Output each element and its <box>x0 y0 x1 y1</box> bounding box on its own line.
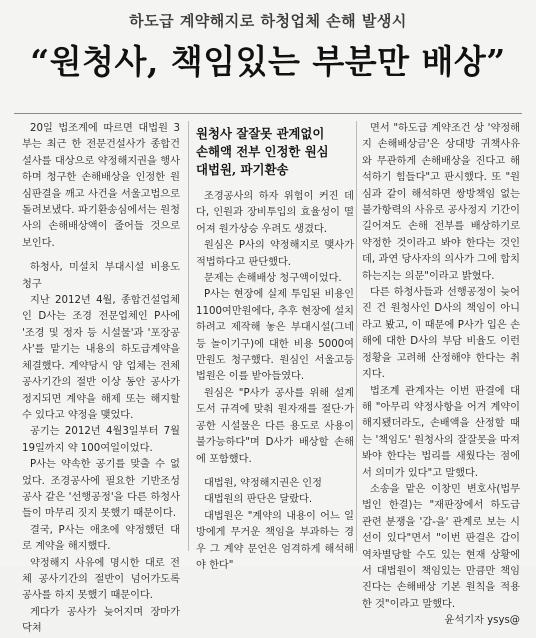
paragraph: P사는 약속한 공기를 맞출 수 없었다. 조경공사에 필요한 기반조성 공사 같은 '선행공정'을 다른 하청사들이 마무리 짓지 못했기 때문이다. <box>22 459 180 520</box>
article-column-3 <box>362 121 520 627</box>
paragraph: 면서 "하도급 계약조건 상 '약정해지 손해배상금'은 상대방 귀책사유와 무관하게 손해배상을 진다고 해석하기 힘들다"고 판시했다. 또 "원심과 같이 해석하면 쌍방책임 없는 불가항력의 사유로 공사정지 기간이 길어져도 손해 전부를 배상하기로 약정한 것이라고 봐야 한다는 것인데, 과연 당사자의 의사가 그에 합치하는지는 의문"이라고 밝혔다. <box>362 123 520 282</box>
article-headline: “원청사, 책임있는 부분만 배상” <box>30 42 506 81</box>
paragraph: 문제는 손해배상 청구액이었다. <box>204 273 342 285</box>
paragraph: 대법원의 판단은 달랐다. <box>204 494 313 506</box>
paragraph: 지난 2012년 4월, 종합건설업체인 D사는 조경 전문업체인 P사에 '조경 및 정자 등 시설물'과 '포장공사'를 맡기는 내용의 하도급계약을 체결했다. 계약당시 양 업체는 전체 공사기간의 절반 이상 동안 공사가 정지되면 계약을 해제 또는 해지할 수 있다고 약정을 맺었다. <box>22 295 180 421</box>
article-overline: 하도급 계약해지로 하청업체 손해 발생시 <box>129 12 407 30</box>
paragraph: 결국, P사는 애초에 약정했던 대로 계약을 해지했다. <box>22 524 180 553</box>
subheadline-line: 대법원, 파기환송 <box>196 162 289 177</box>
paragraph: 20일 법조계에 따르면 대법원 3부는 최근 한 전문건설사가 종합건설사를 대상으로 약정해지권을 행사하며 청구한 손해배상을 인정한 원심판결을 깨고 사건을 서울고법으로 돌려보냈다. 파기환송심에서는 원청사의 손해배상액이 줄어들 것으로 보인다. <box>22 123 180 249</box>
paragraph: 원심은 P사의 약정해지로 맺사가 적법하다고 판단했다. <box>196 240 354 268</box>
headline-rule <box>14 113 522 114</box>
byline: 윤석기자 ysys@ <box>444 615 520 627</box>
subheadline-line: 원청사 잘잘못 관계없이 <box>196 126 325 141</box>
paragraph: 공기는 2012년 4월3일부터 7월19일까지 약 100여일이었다. <box>22 426 180 454</box>
article-subheadline <box>196 125 354 179</box>
paragraph: 소송을 맡은 이창민 변호사(법무법인 한결)는 "재판장에서 하도급 관련 분쟁을 '갑-을' 관계로 보는 시선이 있다"면서 "이번 판결은 갑이 역차별당할 수도 있는 현재 상황에서 대법원이 책임있는 만큼만 책임진다는 손해배상 기본 원칙을 적용한 것"이라고 말했다. <box>362 483 520 610</box>
column-divider <box>356 121 357 551</box>
paragraph: 다른 하청사들과 선행공정이 늦어진 건 원청사인 D사의 책임이 아니라고 봤고, 이 때문에 P사가 입은 손해에 대한 D사의 부담 비율도 이런 정황을 고려해 산정해야 한다는 취지다. <box>362 287 520 381</box>
paragraph: 조경공사의 하자 위험이 커진 데다, 인원과 장비투입의 효율성이 떨어져 원가상승 우려도 생겼다. <box>196 191 354 235</box>
paragraph: 법조계 관계자는 이번 판결에 대해 "아무리 약정사항을 어겨 계약이 해지됐더라도, 손배액을 산정할 때는 '책임도' 원청사의 잘잘못을 따져봐야 한다는 법리를 새웠다는 점에서 의미가 있다"고 말했다. <box>362 385 520 479</box>
article-column-2 <box>196 121 354 571</box>
paragraph: 대법원은 "계약의 내용이 어느 일방에게 무거운 책임을 부과하는 경우 그 계약 문언은 엄격하게 해석해야 한다" <box>196 510 354 571</box>
paragraph: 약정해지 사유에 명시한 대로 전체 공사기간의 절반이 넘어가도록 공사를 하지 못했기 때문이다. <box>22 557 180 602</box>
article-column-1 <box>22 121 180 635</box>
paragraph: 원심은 "P사가 공사를 위해 설계도서 규격에 맞춰 원자재를 절단·가공한 시설물은 다른 용도로 사용이 불가능하다"며 D사가 배상할 손해에 포함했다. <box>196 387 354 465</box>
section-subtitle: 대법원, 약정해지권은 인정 <box>204 477 322 489</box>
paragraph: 게다가 공사가 늦어지며 장마가 닥쳐 <box>22 606 180 635</box>
column-divider <box>188 121 189 551</box>
subheadline-line: 손해액 전부 인정한 원심 <box>196 144 329 159</box>
section-subtitle: 하청사, 미설치 부대시설 비용도 청구 <box>22 262 180 290</box>
paragraph: P사는 현장에 실제 투입된 비용인 1100여만원에다, 추후 현장에 설치하려고 제작해 놓은 부대시설(그네 등 놀이기구)에 대한 비용 5000여만원도 청구했다. 원심인 서울고등법원은 이를 받아들였다. <box>196 289 354 383</box>
